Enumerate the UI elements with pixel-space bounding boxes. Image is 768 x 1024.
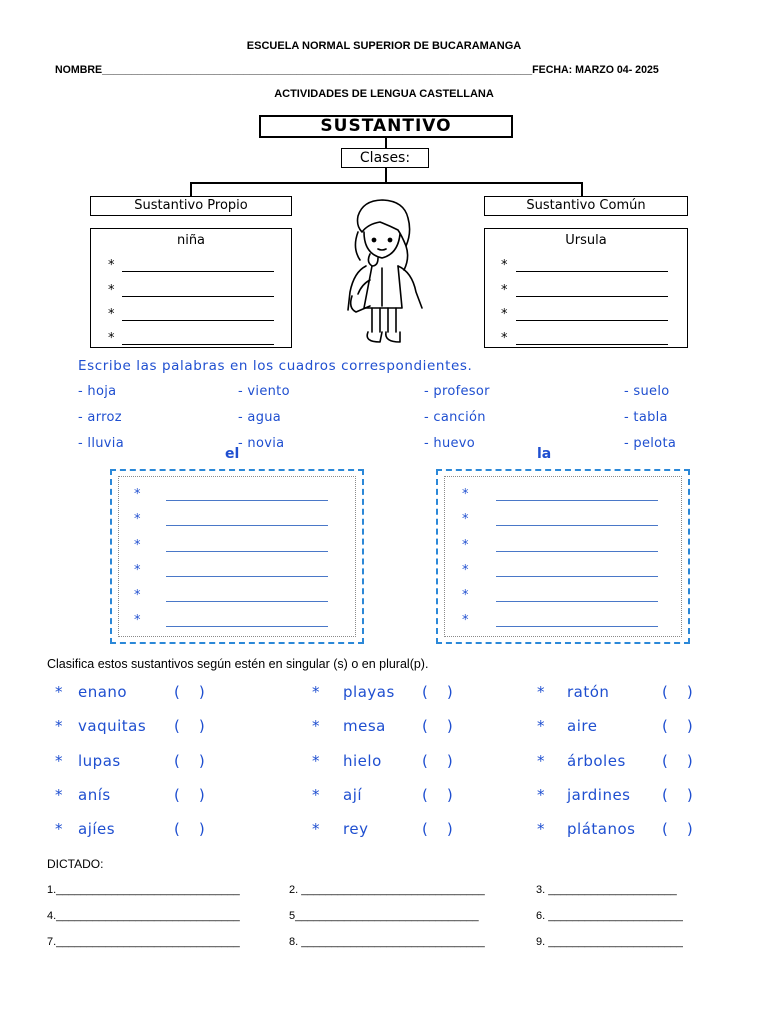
word-item: - pelota (624, 436, 677, 451)
dictado-line[interactable]: 9. ______________________ (536, 936, 683, 948)
dictado-line[interactable]: 8. ______________________________ (289, 936, 485, 948)
el-box-label: el (225, 446, 240, 462)
bullet-star: * (108, 331, 115, 346)
classify-word: anís (78, 786, 111, 804)
bullet-star: * (462, 613, 469, 628)
classify-word: mesa (343, 717, 386, 735)
bullet-star: * (501, 258, 508, 273)
school-name: ESCUELA NORMAL SUPERIOR DE BUCARAMANGA (246, 40, 522, 52)
dictado-line[interactable]: 2. ______________________________ (289, 884, 485, 896)
answer-line[interactable] (516, 344, 668, 345)
answer-parentheses[interactable]: ( ) (662, 752, 693, 770)
proper-noun-box (90, 196, 292, 216)
answer-line[interactable] (166, 576, 328, 577)
la-box-label: la (537, 446, 552, 462)
dictado-line[interactable]: 1.______________________________ (47, 884, 240, 896)
bullet-star: * (462, 588, 469, 603)
connector-line (385, 138, 387, 148)
answer-parentheses[interactable]: ( ) (662, 717, 693, 735)
word-item: - tabla (624, 410, 668, 425)
dictado-line[interactable]: 5______________________________ (289, 910, 479, 922)
bullet-star: * (462, 512, 469, 527)
classify-word: plátanos (567, 820, 636, 838)
word-item: - canción (424, 410, 486, 425)
bullet-star: * (312, 752, 320, 770)
dictado-line[interactable]: 4.______________________________ (47, 910, 240, 922)
common-noun-list (484, 228, 688, 348)
bullet-star: * (537, 820, 545, 838)
answer-parentheses[interactable]: ( ) (422, 717, 453, 735)
classify-word: lupas (78, 752, 121, 770)
answer-line[interactable] (166, 500, 328, 501)
bullet-star: * (537, 717, 545, 735)
bullet-star: * (55, 820, 63, 838)
bullet-star: * (134, 588, 141, 603)
bullet-star: * (312, 786, 320, 804)
answer-line[interactable] (166, 626, 328, 627)
bullet-star: * (134, 512, 141, 527)
bullet-star: * (108, 283, 115, 298)
clases-box (341, 148, 429, 168)
connector-line (385, 168, 387, 182)
subject-title: ACTIVIDADES DE LENGUA CASTELLANA (274, 88, 494, 100)
classify-word: jardines (567, 786, 631, 804)
dictado-line[interactable]: 3. _____________________ (536, 884, 677, 896)
classify-word: aire (567, 717, 598, 735)
proper-noun-label: Sustantivo Propio (134, 198, 248, 213)
word-item: - novia (238, 436, 285, 451)
clases-label: Clases: (359, 150, 411, 166)
answer-parentheses[interactable]: ( ) (174, 820, 205, 838)
common-noun-example: Ursula (565, 233, 607, 248)
bullet-star: * (537, 752, 545, 770)
proper-noun-example: niña (176, 233, 206, 248)
words-instruction: Escribe las palabras en los cuadros correspondientes. (78, 358, 473, 374)
answer-parentheses[interactable]: ( ) (422, 820, 453, 838)
bullet-star: * (55, 752, 63, 770)
bullet-star: * (108, 307, 115, 322)
bullet-star: * (462, 487, 469, 502)
word-item: - profesor (424, 384, 490, 399)
bullet-star: * (55, 683, 63, 701)
bullet-star: * (312, 683, 320, 701)
connector-line (581, 182, 583, 196)
answer-line[interactable] (496, 576, 658, 577)
answer-line[interactable] (496, 551, 658, 552)
classify-instruction: Clasifica estos sustantivos según estén en singular (s) o en plural(p). (47, 657, 429, 671)
classify-word: hielo (343, 752, 382, 770)
bullet-star: * (134, 487, 141, 502)
answer-parentheses[interactable]: ( ) (662, 683, 693, 701)
answer-line[interactable] (496, 525, 658, 526)
bullet-star: * (462, 563, 469, 578)
answer-line[interactable] (122, 344, 274, 345)
word-item: - suelo (624, 384, 670, 399)
bullet-star: * (312, 717, 320, 735)
answer-line[interactable] (496, 601, 658, 602)
classify-word: rey (343, 820, 369, 838)
classify-word: ratón (567, 683, 610, 701)
connector-line (190, 182, 582, 184)
answer-line[interactable] (166, 601, 328, 602)
word-item: - lluvia (78, 436, 124, 451)
answer-line[interactable] (516, 296, 668, 297)
proper-noun-list (90, 228, 292, 348)
classify-word: ajíes (78, 820, 116, 838)
bullet-star: * (537, 683, 545, 701)
answer-parentheses[interactable]: ( ) (422, 683, 453, 701)
answer-line[interactable] (496, 626, 658, 627)
word-item: - viento (238, 384, 290, 399)
answer-line[interactable] (122, 296, 274, 297)
answer-parentheses[interactable]: ( ) (174, 752, 205, 770)
dictado-line[interactable]: 6. ______________________ (536, 910, 683, 922)
classify-word: ají (343, 786, 363, 804)
classify-word: vaquitas (78, 717, 147, 735)
answer-parentheses[interactable]: ( ) (174, 786, 205, 804)
classify-word: enano (78, 683, 128, 701)
answer-parentheses[interactable]: ( ) (174, 683, 205, 701)
answer-line[interactable] (516, 271, 668, 272)
bullet-star: * (55, 786, 63, 804)
name-date-line: NOMBRE_________________________________________________________________________FECHA: MARZO 04- 2025 (55, 64, 659, 76)
common-noun-label: Sustantivo Común (526, 198, 646, 213)
sustantivo-title: SUSTANTIVO (320, 116, 452, 136)
word-item: - arroz (78, 410, 122, 425)
answer-line[interactable] (496, 500, 658, 501)
girl-illustration (318, 196, 448, 348)
word-item: - hoja (78, 384, 117, 399)
bullet-star: * (537, 786, 545, 804)
bullet-star: * (501, 331, 508, 346)
answer-line[interactable] (122, 271, 274, 272)
bullet-star: * (501, 307, 508, 322)
word-item: - huevo (424, 436, 476, 451)
bullet-star: * (108, 258, 115, 273)
bullet-star: * (134, 613, 141, 628)
answer-parentheses[interactable]: ( ) (174, 717, 205, 735)
bullet-star: * (462, 538, 469, 553)
classify-word: playas (343, 683, 395, 701)
answer-line[interactable] (166, 551, 328, 552)
answer-parentheses[interactable]: ( ) (662, 786, 693, 804)
dictado-title: DICTADO: (47, 857, 104, 871)
bullet-star: * (55, 717, 63, 735)
connector-line (190, 182, 192, 196)
answer-parentheses[interactable]: ( ) (662, 820, 693, 838)
bullet-star: * (134, 563, 141, 578)
answer-line[interactable] (122, 320, 274, 321)
sustantivo-title-box (259, 115, 513, 138)
answer-parentheses[interactable]: ( ) (422, 752, 453, 770)
common-noun-box (484, 196, 688, 216)
dictado-line[interactable]: 7.______________________________ (47, 936, 240, 948)
classify-word: árboles (567, 752, 626, 770)
answer-line[interactable] (516, 320, 668, 321)
bullet-star: * (501, 283, 508, 298)
bullet-star: * (312, 820, 320, 838)
answer-parentheses[interactable]: ( ) (422, 786, 453, 804)
answer-line[interactable] (166, 525, 328, 526)
bullet-star: * (134, 538, 141, 553)
word-item: - agua (238, 410, 282, 425)
